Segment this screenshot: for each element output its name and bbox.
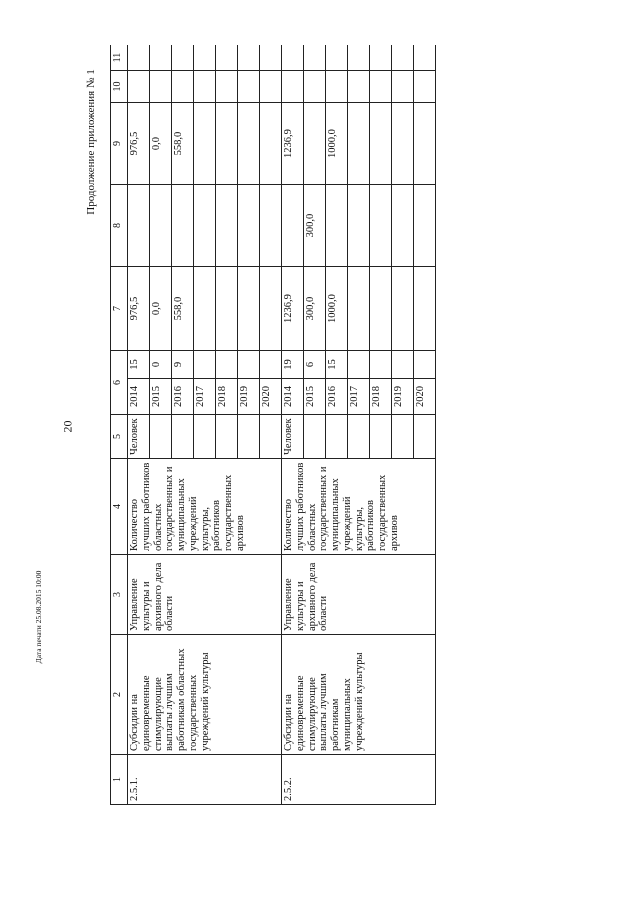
value-col-9 (194, 103, 216, 185)
value-col-11 (370, 45, 392, 71)
column-number: 8 (111, 185, 128, 267)
row-unit-empty (326, 415, 348, 459)
value-col-9 (370, 103, 392, 185)
row-unit-empty (348, 415, 370, 459)
year-cell: 2015 (304, 379, 326, 415)
year-cell: 2017 (348, 379, 370, 415)
row-unit-empty (150, 415, 172, 459)
value-col-10 (392, 71, 414, 103)
count-cell: 0 (150, 351, 172, 379)
value-col-8 (414, 185, 436, 267)
value-col-11 (282, 45, 304, 71)
value-col-7 (194, 267, 216, 351)
column-number: 2 (111, 635, 128, 755)
row-id: 2.5.1. (128, 755, 282, 805)
value-col-7: 300,0 (304, 267, 326, 351)
column-number: 1 (111, 755, 128, 805)
value-col-8 (260, 185, 282, 267)
value-col-8 (194, 185, 216, 267)
value-col-9 (348, 103, 370, 185)
value-col-11 (216, 45, 238, 71)
value-col-10 (282, 71, 304, 103)
column-number: 5 (111, 415, 128, 459)
value-col-7 (216, 267, 238, 351)
column-number: 9 (111, 103, 128, 185)
value-col-11 (260, 45, 282, 71)
value-col-11 (150, 45, 172, 71)
value-col-9: 976,5 (128, 103, 150, 185)
year-cell: 2019 (238, 379, 260, 415)
value-col-7: 976,5 (128, 267, 150, 351)
value-col-10 (260, 71, 282, 103)
row-name: Субсидии на единовременные стимулирующие выплаты лучшим работникам областных государственных учреждений культуры (128, 635, 282, 755)
value-col-8 (238, 185, 260, 267)
value-col-7 (260, 267, 282, 351)
row-unit-empty (392, 415, 414, 459)
row-executor: Управление культуры и архивного дела области (128, 555, 282, 635)
value-col-8 (216, 185, 238, 267)
value-col-10 (172, 71, 194, 103)
year-cell: 2014 (128, 379, 150, 415)
row-unit: Человек (282, 415, 304, 459)
print-date: Дата печати 25.08.2015 10:00 (34, 570, 43, 664)
count-cell: 9 (172, 351, 194, 379)
year-cell: 2020 (414, 379, 436, 415)
value-col-9 (304, 103, 326, 185)
column-number: 10 (111, 71, 128, 103)
year-cell: 2020 (260, 379, 282, 415)
value-col-8 (392, 185, 414, 267)
value-col-8 (370, 185, 392, 267)
count-cell: 15 (326, 351, 348, 379)
value-col-9 (414, 103, 436, 185)
row-unit: Человек (128, 415, 150, 459)
value-col-7: 1000,0 (326, 267, 348, 351)
value-col-11 (172, 45, 194, 71)
table-container (110, 45, 595, 805)
appendix-title: Продолжение приложения № 1 (85, 69, 97, 215)
row-executor: Управление культуры и архивного дела области (282, 555, 436, 635)
value-col-9: 558,0 (172, 103, 194, 185)
value-col-8: 300,0 (304, 185, 326, 267)
year-cell: 2014 (282, 379, 304, 415)
value-col-11 (414, 45, 436, 71)
value-col-10 (370, 71, 392, 103)
column-number: 3 (111, 555, 128, 635)
count-cell (414, 351, 436, 379)
value-col-7: 558,0 (172, 267, 194, 351)
table-row (282, 45, 304, 805)
value-col-8 (172, 185, 194, 267)
row-id: 2.5.2. (282, 755, 436, 805)
value-col-10 (194, 71, 216, 103)
value-col-8 (348, 185, 370, 267)
value-col-9 (392, 103, 414, 185)
row-indicator: Количество лучших работников областных государственных и муниципальных учреждений культуры, работников государственных архивов (282, 459, 436, 555)
value-col-7: 1236,9 (282, 267, 304, 351)
value-col-11 (348, 45, 370, 71)
row-indicator: Количество лучших работников областных государственных и муниципальных учреждений культуры, работников государственных архивов (128, 459, 282, 555)
count-cell (260, 351, 282, 379)
value-col-10 (326, 71, 348, 103)
row-unit-empty (194, 415, 216, 459)
column-number: 4 (111, 459, 128, 555)
page-number: 20 (60, 420, 75, 433)
row-unit-empty (216, 415, 238, 459)
value-col-10 (348, 71, 370, 103)
row-unit-empty (238, 415, 260, 459)
value-col-7 (348, 267, 370, 351)
year-cell: 2016 (172, 379, 194, 415)
value-col-11 (128, 45, 150, 71)
value-col-8 (150, 185, 172, 267)
value-col-10 (150, 71, 172, 103)
row-unit-empty (172, 415, 194, 459)
year-cell: 2019 (392, 379, 414, 415)
value-col-11 (238, 45, 260, 71)
count-cell (194, 351, 216, 379)
count-cell (216, 351, 238, 379)
column-number: 11 (111, 45, 128, 71)
row-unit-empty (370, 415, 392, 459)
count-cell: 15 (128, 351, 150, 379)
column-number-row (111, 45, 128, 805)
value-col-10 (304, 71, 326, 103)
value-col-8 (128, 185, 150, 267)
year-cell: 2016 (326, 379, 348, 415)
value-col-11 (304, 45, 326, 71)
value-col-7 (392, 267, 414, 351)
year-cell: 2018 (370, 379, 392, 415)
count-cell: 6 (304, 351, 326, 379)
table-row (128, 45, 150, 805)
count-cell: 19 (282, 351, 304, 379)
value-col-9 (260, 103, 282, 185)
value-col-9: 1000,0 (326, 103, 348, 185)
column-number: 6 (111, 351, 128, 415)
value-col-10 (414, 71, 436, 103)
count-cell (238, 351, 260, 379)
value-col-8 (282, 185, 304, 267)
subsidy-table (110, 45, 436, 805)
value-col-10 (216, 71, 238, 103)
count-cell (392, 351, 414, 379)
row-name: Субсидии на единовременные стимулирующие выплаты лучшим работникам муниципальных учреждений культуры (282, 635, 436, 755)
value-col-7 (370, 267, 392, 351)
count-cell (370, 351, 392, 379)
value-col-11 (326, 45, 348, 71)
value-col-8 (326, 185, 348, 267)
value-col-7 (238, 267, 260, 351)
year-cell: 2017 (194, 379, 216, 415)
value-col-9 (238, 103, 260, 185)
year-cell: 2015 (150, 379, 172, 415)
value-col-11 (194, 45, 216, 71)
value-col-9 (216, 103, 238, 185)
count-cell (348, 351, 370, 379)
value-col-10 (128, 71, 150, 103)
value-col-11 (392, 45, 414, 71)
value-col-9: 1236,9 (282, 103, 304, 185)
value-col-9: 0,0 (150, 103, 172, 185)
year-cell: 2018 (216, 379, 238, 415)
value-col-10 (238, 71, 260, 103)
row-unit-empty (304, 415, 326, 459)
row-unit-empty (414, 415, 436, 459)
column-number: 7 (111, 267, 128, 351)
row-unit-empty (260, 415, 282, 459)
value-col-7 (414, 267, 436, 351)
value-col-7: 0,0 (150, 267, 172, 351)
